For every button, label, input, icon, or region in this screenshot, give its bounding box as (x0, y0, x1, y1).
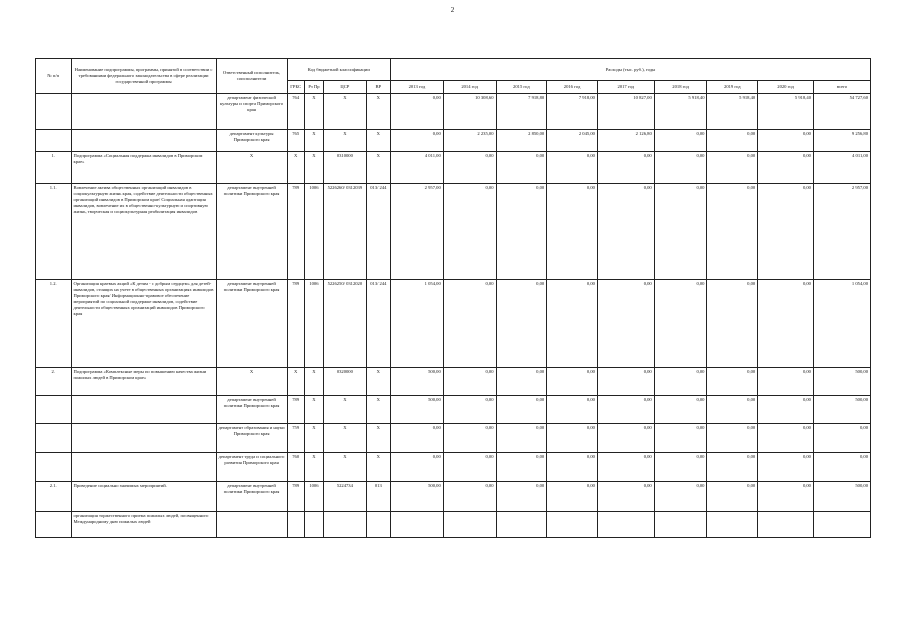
cell-name: Подпрограмма «Социальная поддержка инвалидов в Приморском крае» (71, 152, 216, 184)
cell-vr (366, 512, 390, 538)
cell-year-value: 0,00 (758, 424, 814, 453)
cell-grbs: 764 (287, 94, 304, 130)
cell-year-value (496, 512, 547, 538)
cell-year-value: 0,00 (654, 280, 707, 368)
cell-year-value: 0,00 (443, 184, 496, 280)
cell-year-value: 0,00 (547, 453, 598, 482)
cell-year-value: 0,00 (597, 482, 654, 512)
cell-year-value: 0,00 (654, 424, 707, 453)
cell-vr: X (366, 424, 390, 453)
cell-name (71, 453, 216, 482)
cell-csr: X (324, 396, 367, 424)
cell-year-value: 0,00 (391, 94, 444, 130)
cell-rzpr: X (304, 130, 323, 152)
cell-total: 500,00 (813, 396, 870, 424)
cell-year-value: 7 918,00 (547, 94, 598, 130)
cell-responsible: X (216, 368, 287, 396)
cell-responsible: департамент физической культуры и спорта Приморского края (216, 94, 287, 130)
cell-total: 0,00 (813, 424, 870, 453)
cell-responsible: департамент внутренней политики Приморского края (216, 280, 287, 368)
cell-year-value: 0,00 (707, 280, 758, 368)
cell-year-value: 0,00 (758, 368, 814, 396)
cell-vr: X (366, 152, 390, 184)
cell-year-value (654, 512, 707, 538)
cell-year-value: 5 918,40 (654, 94, 707, 130)
cell-rzpr: X (304, 94, 323, 130)
cell-grbs: 789 (287, 280, 304, 368)
cell-rzpr: X (304, 424, 323, 453)
cell-name: Проведение социально значимых мероприятий. (71, 482, 216, 512)
cell-year-value: 500,00 (391, 396, 444, 424)
cell-year-value: 0,00 (547, 482, 598, 512)
cell-rzpr: 1006 (304, 280, 323, 368)
cell-year-value: 0,00 (707, 368, 758, 396)
cell-year-value (547, 512, 598, 538)
cell-year-value: 1 054,00 (391, 280, 444, 368)
cell-num (36, 94, 72, 130)
col-header-year: 2015 год (496, 81, 547, 94)
col-header-year: 2014 год (443, 81, 496, 94)
cell-grbs: 760 (287, 453, 304, 482)
cell-vr: X (366, 130, 390, 152)
cell-vr: 013/ 244 (366, 280, 390, 368)
cell-total (813, 512, 870, 538)
cell-grbs: X (287, 368, 304, 396)
cell-year-value: 0,00 (654, 152, 707, 184)
cell-year-value: 0,00 (496, 396, 547, 424)
cell-grbs: 765 (287, 130, 304, 152)
cell-responsible: департамент образования и науки Приморского края (216, 424, 287, 453)
cell-year-value: 4 011,00 (391, 152, 444, 184)
cell-year-value: 0,00 (391, 130, 444, 152)
cell-total: 0,00 (813, 453, 870, 482)
cell-rzpr (304, 512, 323, 538)
cell-year-value: 0,00 (758, 130, 814, 152)
cell-csr: 5226260/ 0312039 (324, 184, 367, 280)
cell-rzpr: X (304, 368, 323, 396)
col-header-year: 2016 год (547, 81, 598, 94)
cell-year-value: 0,00 (496, 184, 547, 280)
cell-csr: X (324, 94, 367, 130)
cell-year-value: 0,00 (758, 184, 814, 280)
cell-year-value: 0,00 (654, 396, 707, 424)
cell-responsible: департамент труда и социального развития Приморского края (216, 453, 287, 482)
cell-vr: X (366, 94, 390, 130)
cell-year-value: 2 235,00 (443, 130, 496, 152)
cell-csr: X (324, 453, 367, 482)
cell-grbs: 759 (287, 424, 304, 453)
cell-responsible: X (216, 152, 287, 184)
cell-year-value: 0,00 (496, 424, 547, 453)
cell-year-value: 500,00 (391, 482, 444, 512)
cell-year-value: 10 308,60 (443, 94, 496, 130)
cell-year-value (758, 512, 814, 538)
cell-year-value: 0,00 (496, 152, 547, 184)
cell-year-value: 0,00 (547, 424, 598, 453)
cell-num: 2. (36, 368, 72, 396)
cell-total: 500,00 (813, 368, 870, 396)
cell-year-value (597, 512, 654, 538)
cell-year-value: 0,00 (758, 280, 814, 368)
cell-year-value: 0,00 (547, 396, 598, 424)
col-header-year: 2019 год (707, 81, 758, 94)
col-header-year: 2013 год (391, 81, 444, 94)
cell-year-value: 500,00 (391, 368, 444, 396)
cell-year-value: 0,00 (654, 130, 707, 152)
cell-rzpr: X (304, 396, 323, 424)
cell-rzpr: X (304, 453, 323, 482)
cell-year-value: 0,00 (443, 453, 496, 482)
cell-name (71, 396, 216, 424)
cell-year-value: 0,00 (654, 453, 707, 482)
col-header-budget-code: Код бюджетной классификации (287, 59, 390, 81)
col-header-year: 2018 год (654, 81, 707, 94)
table-row (36, 94, 871, 130)
table-row (36, 424, 871, 453)
cell-year-value: 0,00 (443, 482, 496, 512)
table-row (36, 512, 871, 538)
cell-year-value: 0,00 (597, 396, 654, 424)
cell-num: 2.1. (36, 482, 72, 512)
cell-year-value: 0,00 (597, 453, 654, 482)
cell-name: Подпрограмма «Комплексные меры по повышению качества жизни пожилых людей в Приморском крае» (71, 368, 216, 396)
cell-vr: X (366, 368, 390, 396)
cell-year-value: 0,00 (496, 453, 547, 482)
cell-year-value: 5 918,40 (758, 94, 814, 130)
cell-csr: 0320000 (324, 368, 367, 396)
cell-num (36, 424, 72, 453)
cell-year-value: 0,00 (547, 368, 598, 396)
cell-responsible (216, 512, 287, 538)
cell-num: 1.1. (36, 184, 72, 280)
cell-total: 1 054,00 (813, 280, 870, 368)
table-row (36, 184, 871, 280)
cell-grbs (287, 512, 304, 538)
cell-year-value: 2 850,00 (496, 130, 547, 152)
cell-year-value: 0,00 (391, 424, 444, 453)
table-row (36, 152, 871, 184)
cell-year-value: 0,00 (443, 424, 496, 453)
cell-csr (324, 512, 367, 538)
cell-year-value: 0,00 (758, 482, 814, 512)
cell-year-value: 0,00 (391, 453, 444, 482)
cell-total: 2 957,00 (813, 184, 870, 280)
cell-year-value: 0,00 (443, 368, 496, 396)
cell-responsible: департамент внутренней политики Приморского края (216, 396, 287, 424)
table-row (36, 453, 871, 482)
cell-vr: X (366, 396, 390, 424)
cell-grbs: X (287, 152, 304, 184)
cell-year-value: 0,00 (654, 368, 707, 396)
cell-year-value: 2 045,00 (547, 130, 598, 152)
cell-year-value: 0,00 (654, 482, 707, 512)
cell-num (36, 396, 72, 424)
cell-name: Вовлечение актива общественных организаций инвалидов в социокультурную жизнь края, содействие деятельности общественных организаций инвалидов в Приморском крае/ Социальная адаптация инвалидов, вовлечение их в общественно-культурную и спортивную жизнь, творческая и социокультурная реабилитация инвалидов (71, 184, 216, 280)
col-header-year: 2020 год (758, 81, 814, 94)
cell-vr: X (366, 453, 390, 482)
cell-name (71, 94, 216, 130)
cell-rzpr: X (304, 152, 323, 184)
cell-year-value: 0,00 (496, 482, 547, 512)
cell-total: 4 011,00 (813, 152, 870, 184)
cell-year-value: 0,00 (597, 280, 654, 368)
cell-responsible: департамент культуры Приморского края (216, 130, 287, 152)
cell-year-value: 0,00 (597, 184, 654, 280)
cell-year-value: 0,00 (707, 184, 758, 280)
table-row (36, 368, 871, 396)
cell-total: 9 256,80 (813, 130, 870, 152)
cell-grbs: 789 (287, 184, 304, 280)
cell-year-value: 0,00 (443, 280, 496, 368)
cell-year-value: 0,00 (443, 396, 496, 424)
cell-num (36, 512, 72, 538)
cell-year-value: 0,00 (597, 152, 654, 184)
cell-responsible: департамент внутренней политики Приморского края (216, 482, 287, 512)
cell-csr: 5224734 (324, 482, 367, 512)
col-header-rzpr: Рз Пр (304, 81, 323, 94)
cell-num (36, 130, 72, 152)
cell-name (71, 130, 216, 152)
col-header-grbs: ГРБС (287, 81, 304, 94)
page-number: 2 (450, 6, 455, 14)
cell-year-value: 0,00 (597, 368, 654, 396)
cell-year-value: 10 827,00 (597, 94, 654, 130)
cell-year-value: 0,00 (496, 280, 547, 368)
cell-rzpr: 1006 (304, 482, 323, 512)
col-header-expenses: Расходы (тыс. руб.), годы (391, 59, 871, 81)
table-row (36, 482, 871, 512)
cell-csr: X (324, 130, 367, 152)
cell-year-value (391, 512, 444, 538)
col-header-name: Наименование подпрограммы, программы, принятой в соответствии с требованиями федерального законодательства в сфере реализации государственной программы (71, 59, 216, 94)
cell-year-value: 0,00 (707, 396, 758, 424)
cell-csr: 5226250/ 0312020 (324, 280, 367, 368)
cell-name (71, 424, 216, 453)
cell-total: 500,00 (813, 482, 870, 512)
budget-table (35, 58, 871, 538)
cell-year-value: 2 126,80 (597, 130, 654, 152)
cell-responsible: департамент внутренней политики Приморского края (216, 184, 287, 280)
cell-year-value: 0,00 (496, 368, 547, 396)
cell-year-value: 0,00 (758, 396, 814, 424)
cell-name: Организация краевых акций «К детям - с добрым сердцем» для детей-инвалидов, стоящих на учете в общественных организациях инвалидов Приморского края/ Информационно-правовое обеспечение мероприятий по социальной поддержке инвалидов, содействие деятельности общественных организаций инвалидов Приморского края (71, 280, 216, 368)
col-header-vr: ВР (366, 81, 390, 94)
cell-name: организация торжественного приема пожилых людей, посвященного Международному дню пожилых людей (71, 512, 216, 538)
cell-num (36, 453, 72, 482)
col-header-total: всего (813, 81, 870, 94)
cell-num: 1. (36, 152, 72, 184)
cell-year-value: 0,00 (654, 184, 707, 280)
col-header-resp: Ответственный исполнитель, соисполнители (216, 59, 287, 94)
cell-year-value: 0,00 (443, 152, 496, 184)
cell-year-value: 0,00 (758, 152, 814, 184)
cell-vr: 013/ 244 (366, 184, 390, 280)
table-row (36, 280, 871, 368)
table-row (36, 396, 871, 424)
cell-year-value (443, 512, 496, 538)
cell-year-value: 5 918,40 (707, 94, 758, 130)
cell-csr: 0310000 (324, 152, 367, 184)
cell-year-value (707, 512, 758, 538)
cell-year-value: 0,00 (597, 424, 654, 453)
cell-year-value: 0,00 (707, 482, 758, 512)
cell-year-value: 0,00 (758, 453, 814, 482)
cell-year-value: 0,00 (707, 152, 758, 184)
cell-grbs: 789 (287, 396, 304, 424)
cell-year-value: 0,00 (707, 424, 758, 453)
cell-num: 1.2. (36, 280, 72, 368)
cell-vr: 013 (366, 482, 390, 512)
cell-year-value: 0,00 (547, 184, 598, 280)
col-header-year: 2017 год (597, 81, 654, 94)
col-header-csr: ЦСР (324, 81, 367, 94)
cell-year-value: 0,00 (707, 453, 758, 482)
cell-year-value: 0,00 (547, 152, 598, 184)
cell-year-value: 0,00 (547, 280, 598, 368)
cell-year-value: 0,00 (707, 130, 758, 152)
cell-year-value: 2 957,00 (391, 184, 444, 280)
cell-year-value: 7 918,80 (496, 94, 547, 130)
cell-grbs: 789 (287, 482, 304, 512)
col-header-num: № п/п (36, 59, 72, 94)
cell-total: 54 727,60 (813, 94, 870, 130)
table-row (36, 130, 871, 152)
cell-csr: X (324, 424, 367, 453)
cell-rzpr: 1006 (304, 184, 323, 280)
